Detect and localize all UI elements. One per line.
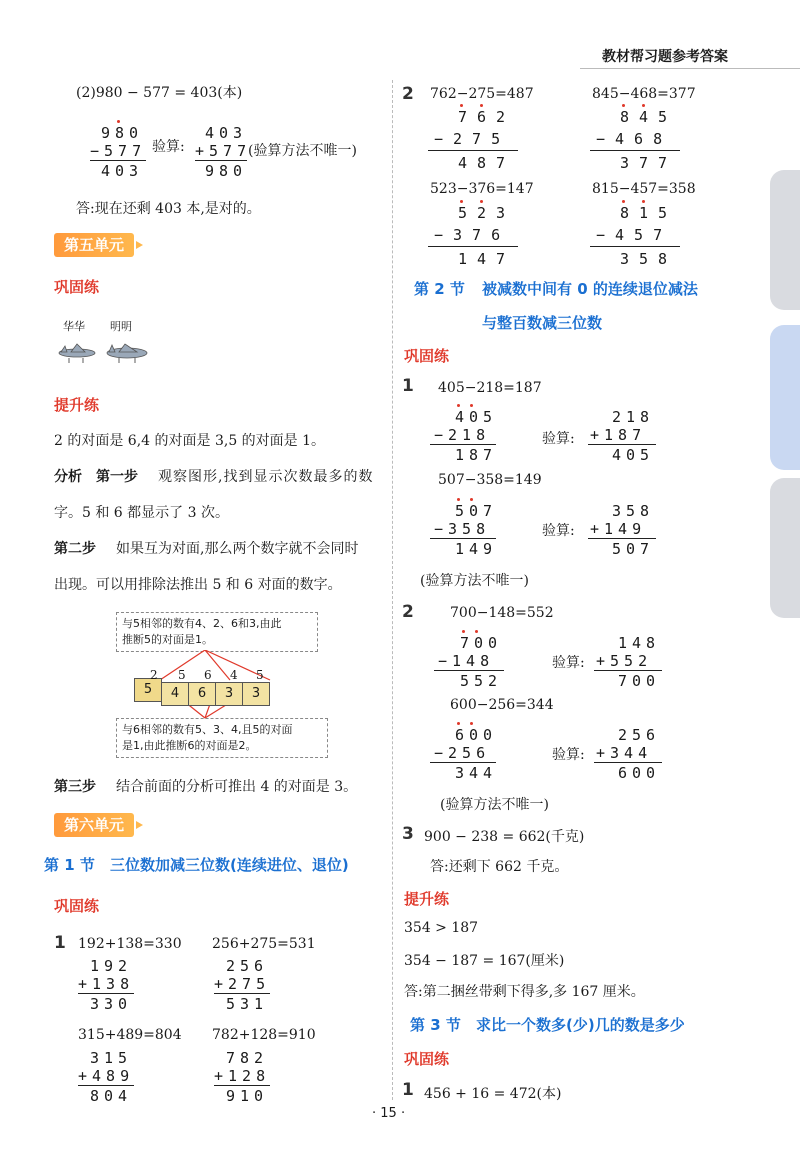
tisheng-line-1: 354 > 187 bbox=[404, 920, 479, 936]
borrow-dot bbox=[457, 404, 460, 407]
q3-equation: 900 − 238 = 662(千克) bbox=[424, 829, 585, 845]
question-number: 2 bbox=[402, 602, 414, 622]
step1-label: 第一步 bbox=[96, 469, 138, 485]
section-gonggu: 巩固练 bbox=[404, 347, 450, 365]
check-note: (验算方法不唯一) bbox=[420, 573, 529, 589]
equation: 845−468=377 bbox=[592, 86, 696, 102]
tisheng-line-2: 354 − 187 = 167(厘米) bbox=[404, 953, 565, 969]
cube-top: 2 bbox=[150, 668, 158, 682]
vertical-line bbox=[430, 762, 496, 763]
tisheng-line-3: 答:第二捆丝带剩下得多,多 167 厘米。 bbox=[404, 984, 645, 1000]
equation: 507−358=149 bbox=[438, 472, 542, 488]
check-result: 700 bbox=[618, 672, 661, 690]
step3-label: 第三步 bbox=[54, 779, 96, 795]
vertical-result: 910 bbox=[226, 1087, 269, 1105]
vertical-op: +138 bbox=[78, 975, 135, 993]
vertical-top: 980 bbox=[101, 124, 144, 142]
section-2-title: 被减数中间有 0 的连续退位减法 bbox=[482, 280, 698, 298]
vertical-result: 330 bbox=[90, 995, 133, 1013]
vertical-result: 344 bbox=[455, 764, 498, 782]
vertical-op: −457 bbox=[596, 226, 673, 244]
vertical-top: 192 bbox=[90, 957, 133, 975]
check-line bbox=[594, 670, 662, 671]
cube-face: 4 bbox=[161, 682, 189, 706]
borrow-dot bbox=[622, 104, 625, 107]
vertical-op: −376 bbox=[434, 226, 511, 244]
vertical-line bbox=[428, 246, 518, 247]
check-op: +344 bbox=[596, 744, 653, 762]
vertical-result: 149 bbox=[455, 540, 498, 558]
check-result: 507 bbox=[612, 540, 655, 558]
side-tab-1[interactable] bbox=[770, 170, 800, 310]
vertical-top: 845 bbox=[620, 108, 678, 126]
vertical-line bbox=[428, 150, 518, 151]
vertical-line bbox=[590, 150, 680, 151]
section-gonggu-2: 巩固练 bbox=[54, 897, 100, 915]
section-3-label: 第 3 节 bbox=[410, 1016, 461, 1034]
vertical-top: 762 bbox=[458, 108, 516, 126]
cube-face: 5 bbox=[134, 678, 162, 702]
equation: 700−148=552 bbox=[450, 605, 554, 621]
check-top: 256 bbox=[618, 726, 661, 744]
check-op: +187 bbox=[590, 426, 647, 444]
equation: 523−376=147 bbox=[430, 181, 534, 197]
hint-box-1-line2: 推断5的对面是1。 bbox=[122, 633, 213, 646]
check-line bbox=[195, 160, 247, 161]
check-op: +149 bbox=[590, 520, 647, 538]
check-line bbox=[588, 538, 656, 539]
vertical-result: 804 bbox=[90, 1087, 133, 1105]
vertical-line bbox=[214, 1085, 270, 1086]
cube-top: 5 bbox=[178, 668, 186, 682]
faces-answer: 2 的对面是 6,4 的对面是 3,5 的对面是 1。 bbox=[54, 433, 326, 449]
q1b-equation: 456 + 16 = 472(本) bbox=[424, 1086, 562, 1102]
vertical-result: 403 bbox=[101, 162, 144, 180]
vertical-top: 315 bbox=[90, 1049, 133, 1067]
airplane-icon bbox=[59, 344, 95, 363]
vertical-op: −358 bbox=[434, 520, 491, 538]
hint-box-2-line2: 是1,由此推断6的对面是2。 bbox=[122, 739, 257, 752]
equation: 600−256=344 bbox=[450, 697, 554, 713]
check-result: 405 bbox=[612, 446, 655, 464]
section-1-label: 第 1 节 bbox=[44, 856, 95, 874]
cube-top: 6 bbox=[204, 668, 212, 682]
vertical-top: 405 bbox=[455, 408, 498, 426]
question-number: 2 bbox=[402, 84, 414, 104]
vertical-top: 523 bbox=[458, 204, 516, 222]
check-result: 600 bbox=[618, 764, 661, 782]
airplane-icon bbox=[107, 344, 147, 363]
cube-face: 3 bbox=[215, 682, 243, 706]
question-number: 1 bbox=[54, 933, 66, 953]
check-top: 403 bbox=[205, 124, 248, 142]
check-top: 148 bbox=[618, 634, 661, 652]
vertical-top: 700 bbox=[460, 634, 503, 652]
equation: 192+138=330 bbox=[78, 936, 182, 952]
q3-answer: 答:还剩下 662 千克。 bbox=[430, 859, 569, 875]
hint-box-1-line1: 与5相邻的数有4、2、6和3,由此 bbox=[122, 617, 282, 630]
vertical-line bbox=[78, 993, 134, 994]
step3-text: 结合前面的分析可推出 4 的对面是 3。 bbox=[116, 779, 358, 795]
vertical-top: 256 bbox=[226, 957, 269, 975]
hint-box-2-line1: 与6相邻的数有5、3、4,且5的对面 bbox=[122, 723, 293, 736]
equation: 315+489=804 bbox=[78, 1027, 182, 1043]
equation: 782+128=910 bbox=[212, 1027, 316, 1043]
header-divider bbox=[580, 68, 800, 69]
vertical-result: 147 bbox=[458, 250, 516, 268]
vertical-op: +275 bbox=[214, 975, 271, 993]
check-label: 验算: bbox=[552, 655, 585, 671]
vertical-op: −148 bbox=[438, 652, 495, 670]
borrow-dot bbox=[480, 104, 483, 107]
name-mingming: 明明 bbox=[110, 320, 132, 333]
check-line bbox=[594, 762, 662, 763]
question-number: 3 bbox=[402, 824, 414, 844]
section-gonggu: 巩固练 bbox=[54, 278, 100, 296]
airplane-icons bbox=[55, 336, 155, 366]
vertical-op: −256 bbox=[434, 744, 491, 762]
vertical-op: −275 bbox=[434, 130, 511, 148]
vertical-result: 187 bbox=[455, 446, 498, 464]
check-label: 验算: bbox=[152, 139, 185, 155]
answer-text: 答:现在还剩 403 本,是对的。 bbox=[76, 201, 261, 217]
vertical-line bbox=[90, 160, 146, 161]
check-label: 验算: bbox=[542, 523, 575, 539]
vertical-line bbox=[78, 1085, 134, 1086]
question-number: 1 bbox=[402, 376, 414, 396]
header-title: 教材帮习题参考答案 bbox=[602, 49, 728, 65]
equation: 815−457=358 bbox=[592, 181, 696, 197]
step2-label: 第二步 bbox=[54, 541, 96, 557]
name-huahua: 华华 bbox=[63, 320, 85, 333]
vertical-result: 377 bbox=[620, 154, 678, 172]
vertical-line bbox=[214, 993, 270, 994]
section-gonggu-2: 巩固练 bbox=[404, 1050, 450, 1068]
check-op: +552 bbox=[596, 652, 653, 670]
check-note: (验算方法不唯一) bbox=[248, 143, 357, 159]
section-2-title-2: 与整百数减三位数 bbox=[482, 314, 603, 332]
question-number: 1 bbox=[402, 1080, 414, 1100]
step2-text-2: 出现。可以用排除法推出 5 和 6 对面的数字。 bbox=[54, 577, 342, 593]
check-note: (验算方法不唯一) bbox=[440, 797, 549, 813]
vertical-line bbox=[430, 444, 496, 445]
check-top: 358 bbox=[612, 502, 655, 520]
borrow-dot bbox=[457, 722, 460, 725]
vertical-top: 600 bbox=[455, 726, 498, 744]
step1-text-2: 字。5 和 6 都显示了 3 次。 bbox=[54, 505, 229, 521]
check-label: 验算: bbox=[542, 431, 575, 447]
section-tisheng: 提升练 bbox=[404, 890, 450, 908]
borrow-dot bbox=[642, 200, 645, 203]
vertical-result: 487 bbox=[458, 154, 516, 172]
equation: 405−218=187 bbox=[438, 380, 542, 396]
vertical-top: 782 bbox=[226, 1049, 269, 1067]
check-top: 218 bbox=[612, 408, 655, 426]
problem-2-line: (2)980 − 577 = 403(本) bbox=[76, 85, 243, 101]
borrow-dot bbox=[642, 104, 645, 107]
vertical-op: +489 bbox=[78, 1067, 135, 1085]
cube-face: 3 bbox=[242, 682, 270, 706]
borrow-dot bbox=[470, 722, 473, 725]
section-3-title: 求比一个数多(少)几的数是多少 bbox=[476, 1016, 685, 1034]
vertical-line bbox=[430, 538, 496, 539]
section-1-title: 三位数加减三位数(连续进位、退位) bbox=[110, 856, 349, 874]
check-op: +577 bbox=[195, 142, 252, 160]
vertical-op: −468 bbox=[596, 130, 673, 148]
side-tab-3[interactable] bbox=[770, 478, 800, 618]
unit-5-badge: 第五单元 bbox=[54, 233, 134, 257]
borrow-dot bbox=[480, 200, 483, 203]
side-tab-2[interactable] bbox=[770, 325, 800, 470]
page-number: · 15 · bbox=[372, 1106, 406, 1121]
vertical-top: 815 bbox=[620, 204, 678, 222]
borrow-dot bbox=[470, 498, 473, 501]
step1-text: 观察图形,找到显示次数最多的数 bbox=[158, 469, 374, 485]
equation: 256+275=531 bbox=[212, 936, 316, 952]
hint-box-1 bbox=[116, 612, 318, 652]
vertical-line bbox=[434, 670, 504, 671]
vertical-top: 507 bbox=[455, 502, 498, 520]
borrow-dot bbox=[475, 630, 478, 633]
hint-box-2 bbox=[116, 718, 328, 758]
check-line bbox=[588, 444, 656, 445]
borrow-dot bbox=[460, 104, 463, 107]
step2-text: 如果互为对面,那么两个数字就不会同时 bbox=[116, 541, 359, 557]
equation: 762−275=487 bbox=[430, 86, 534, 102]
vertical-result: 552 bbox=[460, 672, 503, 690]
check-label: 验算: bbox=[552, 747, 585, 763]
cube-top: 4 bbox=[230, 668, 238, 682]
borrow-dot bbox=[622, 200, 625, 203]
vertical-op: −218 bbox=[434, 426, 491, 444]
section-tisheng: 提升练 bbox=[54, 396, 100, 414]
vertical-line bbox=[590, 246, 680, 247]
vertical-result: 358 bbox=[620, 250, 678, 268]
borrow-dot bbox=[117, 120, 120, 123]
vertical-op: −577 bbox=[90, 142, 147, 160]
check-result: 980 bbox=[205, 162, 248, 180]
borrow-dot bbox=[462, 630, 465, 633]
borrow-dot bbox=[460, 200, 463, 203]
column-divider bbox=[392, 80, 394, 1100]
cube-face: 6 bbox=[188, 682, 216, 706]
borrow-dot bbox=[470, 404, 473, 407]
vertical-result: 531 bbox=[226, 995, 269, 1013]
analysis-label: 分析 bbox=[54, 469, 82, 485]
borrow-dot bbox=[457, 498, 460, 501]
vertical-op: +128 bbox=[214, 1067, 271, 1085]
unit-6-badge: 第六单元 bbox=[54, 813, 134, 837]
section-2-label: 第 2 节 bbox=[414, 280, 465, 298]
cube-top: 5 bbox=[256, 668, 264, 682]
